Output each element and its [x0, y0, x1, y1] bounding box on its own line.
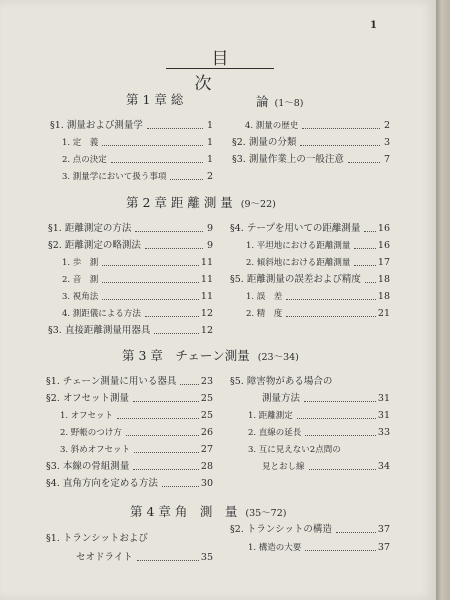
toc-entry[interactable]: §4. 直角方向を定める方法 30: [46, 478, 213, 489]
toc-entry[interactable]: §5. 障害物がある場合の: [230, 376, 333, 387]
page-edge: [436, 0, 450, 600]
chapter-3-heading: 第 3 章 チェーン測量 (23〜34): [122, 348, 299, 363]
page-number: 1: [370, 20, 377, 31]
toc-entry[interactable]: §3. 本線の骨組測量 28: [46, 461, 213, 472]
toc-entry[interactable]: §1. トランシットおよび: [46, 533, 148, 544]
toc-entry[interactable]: §5. 距離測量の誤差および精度 18: [230, 274, 390, 285]
toc-entry[interactable]: 2. 傾斜地における距離測量 17: [246, 257, 390, 268]
toc-entry[interactable]: 1. 誤 差 18: [246, 291, 390, 302]
toc-entry[interactable]: 測量方法 31: [262, 393, 390, 404]
title-underline: [166, 68, 274, 69]
toc-entry[interactable]: 2. 野帳のつけ方 26: [60, 427, 213, 438]
toc-entry[interactable]: 3. 互に見えない2点間の: [248, 445, 341, 455]
toc-entry[interactable]: 4. 測距儀による方法 12: [62, 308, 213, 319]
toc-entry[interactable]: §2. 測量の分類 3: [232, 137, 390, 148]
chapter-1-heading-left: 第 1 章 総: [126, 92, 184, 107]
chapter-2-heading: 第 2 章 距 離 測 量 (9〜22): [126, 195, 276, 210]
toc-entry[interactable]: 4. 測量の歴史 2: [245, 120, 390, 131]
toc-entry[interactable]: 見とおし線 34: [262, 461, 390, 472]
toc-entry[interactable]: 1. 距離測定 31: [248, 410, 390, 421]
toc-entry[interactable]: 3. 測量学において扱う事項 2: [62, 171, 213, 182]
toc-entry[interactable]: 2. 精 度 21: [246, 308, 390, 319]
toc-entry[interactable]: 1. 構造の大要 37: [248, 542, 390, 553]
toc-entry[interactable]: 1. 歩 測 11: [62, 257, 213, 268]
chapter-1-heading-right: 論 (1〜8): [256, 94, 304, 109]
toc-entry[interactable]: §1. 測量および測量学 1: [50, 120, 213, 131]
toc-entry[interactable]: §1. 距離測定の方法 9: [48, 223, 213, 234]
toc-entry[interactable]: §2. トランシットの構造 37: [230, 524, 390, 535]
toc-entry[interactable]: 3. 斜めオフセット 27: [60, 444, 213, 455]
toc-entry[interactable]: 2. 点の決定 1: [62, 154, 213, 165]
toc-entry[interactable]: §3. 測量作業上の一般注意 7: [232, 154, 390, 165]
toc-entry[interactable]: セオドライト 35: [76, 552, 213, 563]
toc-entry[interactable]: 3. 視角法 11: [62, 291, 213, 302]
toc-entry[interactable]: §2. 距離測定の略測法 9: [48, 240, 213, 251]
toc-entry[interactable]: 2. 音 測 11: [62, 274, 213, 285]
toc-entry[interactable]: §2. オフセット測量 25: [46, 393, 213, 404]
toc-entry[interactable]: §3. 直接距離測量用器具 12: [48, 325, 213, 336]
toc-entry[interactable]: §1. チェーン測量に用いる器具 23: [46, 376, 213, 387]
toc-entry[interactable]: §4. テープを用いての距離測量 16: [230, 223, 390, 234]
toc-entry[interactable]: 1. 定 義 1: [62, 137, 213, 148]
page-title: 目 次: [194, 49, 314, 94]
toc-entry[interactable]: 1. オフセット 25: [60, 410, 213, 421]
toc-entry[interactable]: 2. 直線の延長 33: [248, 427, 390, 438]
toc-entry[interactable]: 1. 平坦地における距離測量 16: [246, 240, 390, 251]
chapter-4-heading: 第 4 章 角 測 量 (35〜72): [130, 504, 287, 519]
